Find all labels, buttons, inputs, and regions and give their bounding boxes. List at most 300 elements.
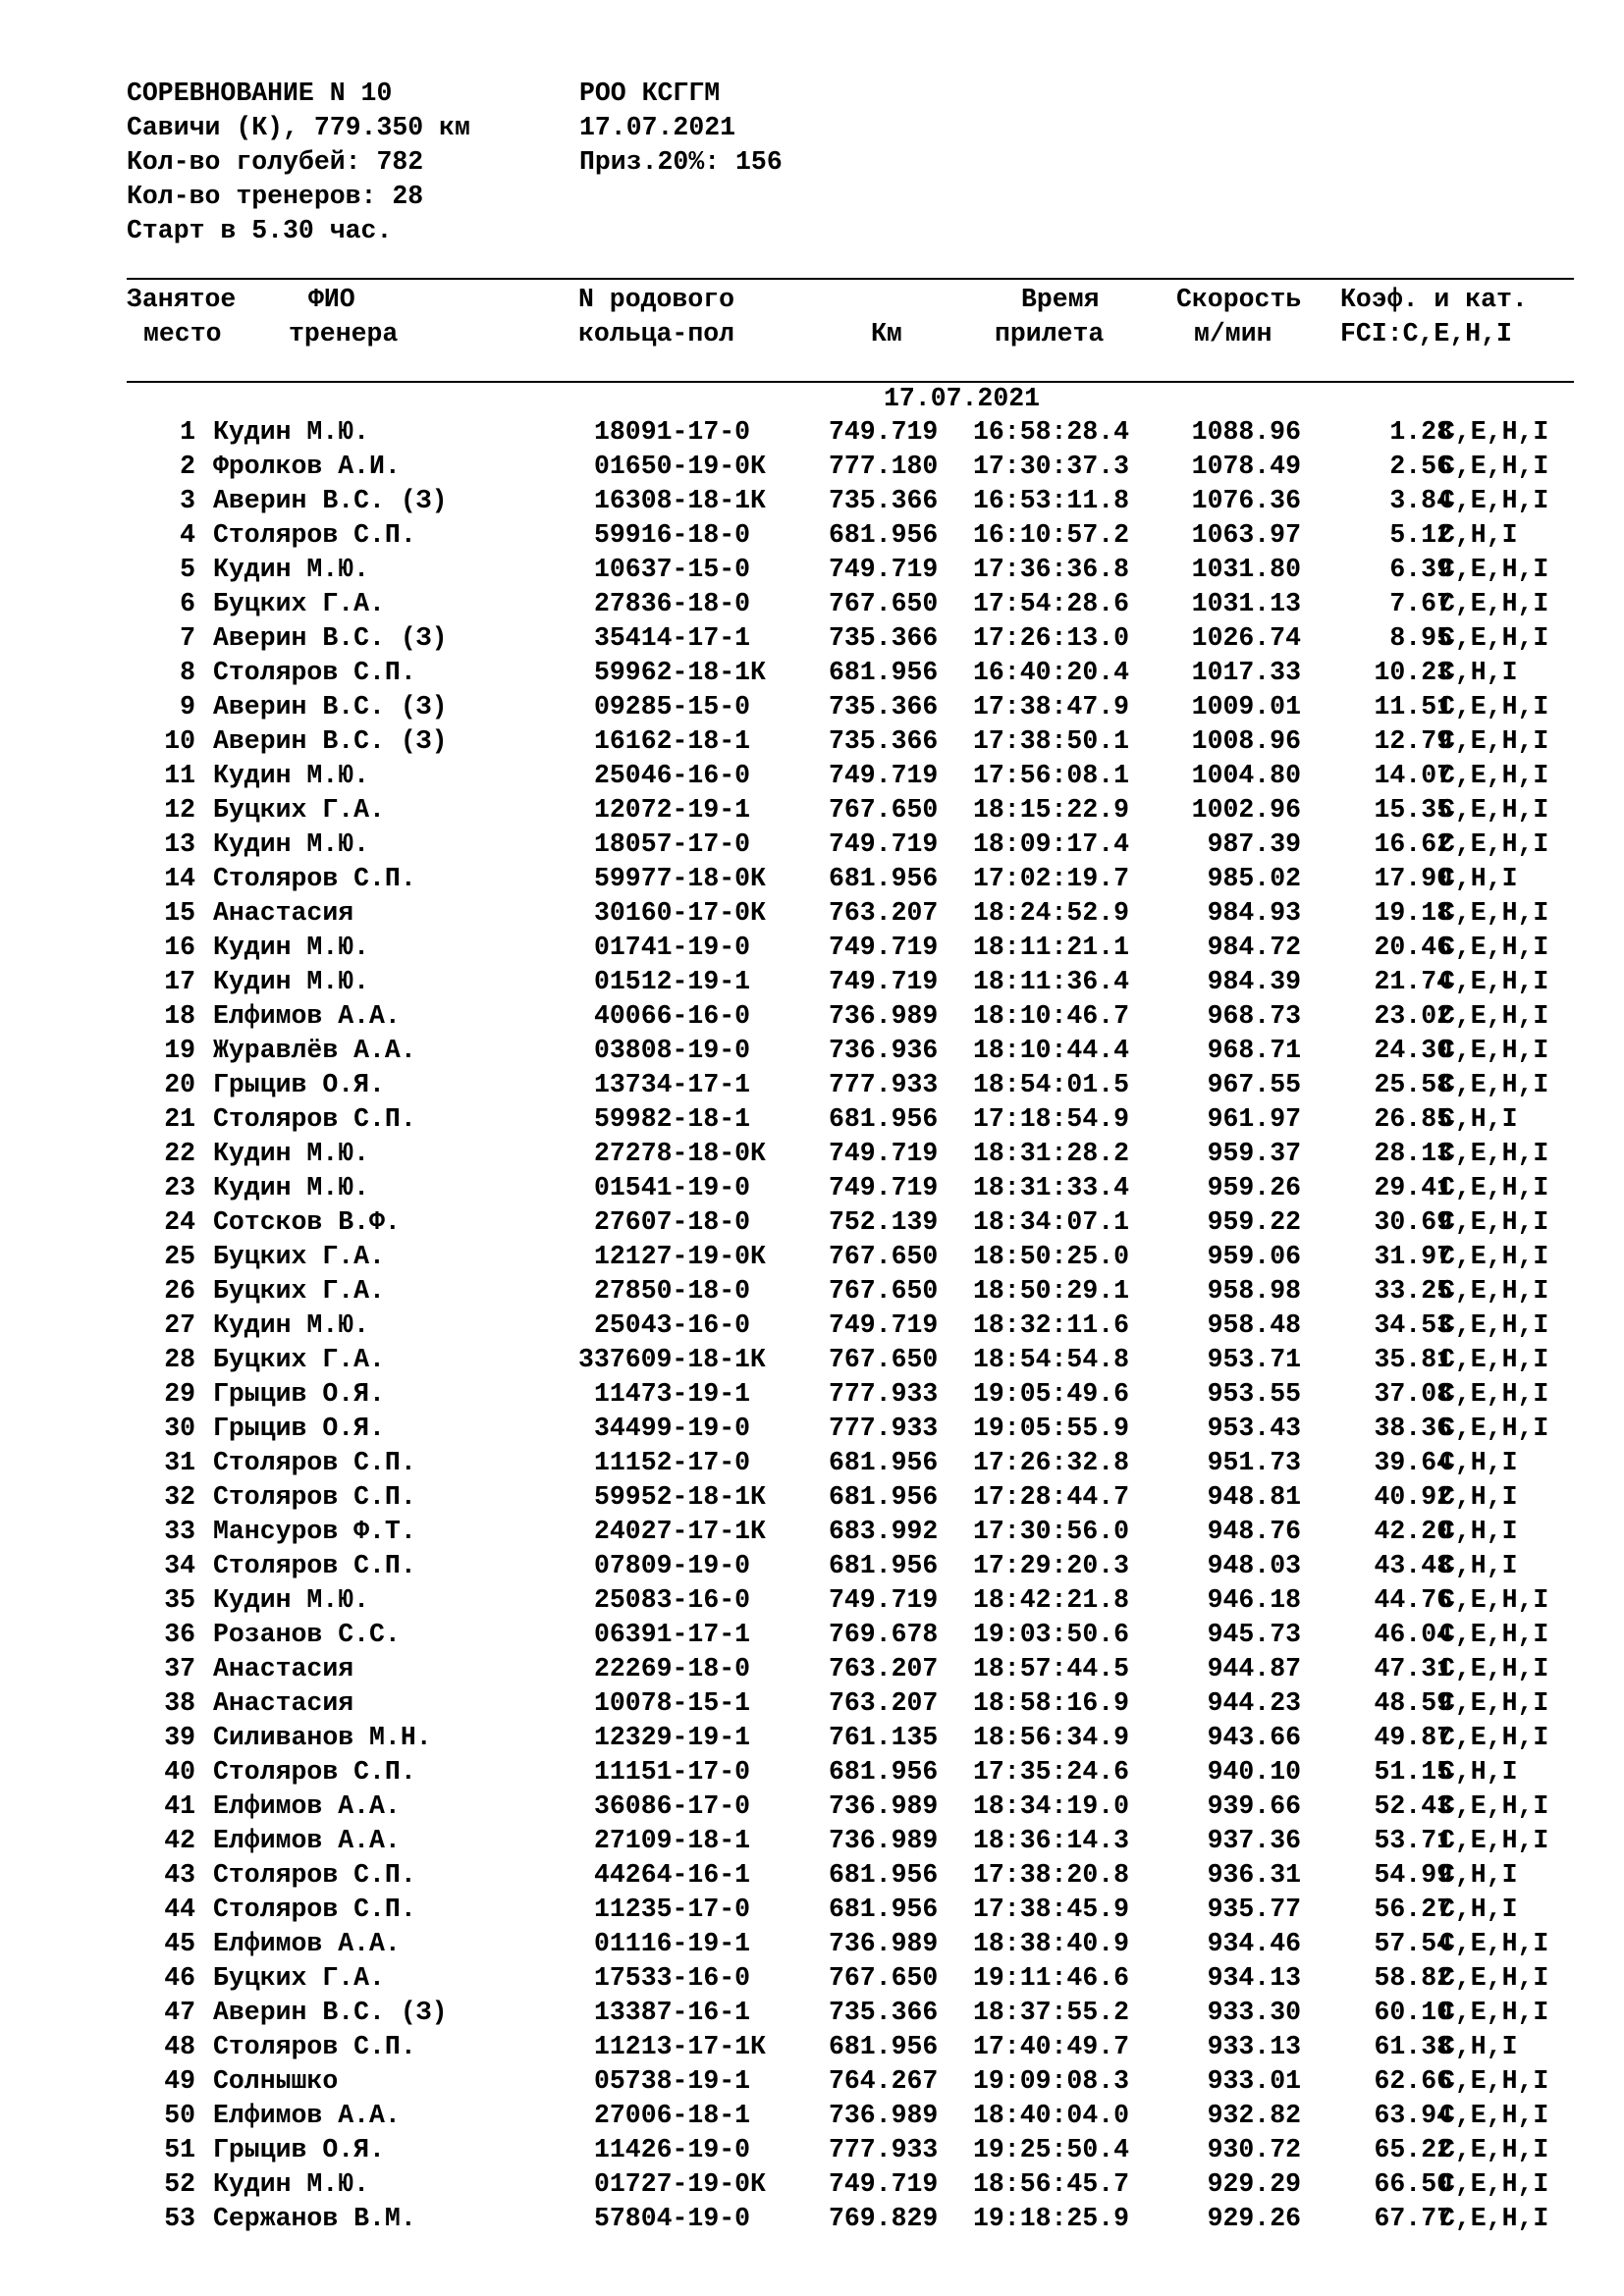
ring-cell: 01650-19-0К — [594, 452, 766, 481]
coefficient-cell: 33.25 — [1374, 1276, 1452, 1306]
table-row — [0, 1515, 1624, 1549]
category-cell: C,E,H,I — [1439, 761, 1549, 790]
table-row — [0, 724, 1624, 759]
category-cell: C,E,H,I — [1439, 1173, 1549, 1202]
place-cell: 18 — [164, 1001, 195, 1031]
speed-cell: 987.39 — [1207, 829, 1301, 859]
arrival-cell: 17:38:50.1 — [973, 726, 1130, 756]
arrival-cell: 18:54:01.5 — [973, 1070, 1130, 1099]
trainer-cell: Столяров С.П. — [213, 2032, 416, 2061]
place-cell: 48 — [164, 2032, 195, 2061]
category-cell: C,E,H,I — [1439, 1036, 1549, 1065]
arrival-cell: 18:32:11.6 — [973, 1310, 1130, 1340]
ring-cell: 01727-19-0К — [594, 2169, 766, 2199]
place-cell: 29 — [164, 1379, 195, 1409]
speed-cell: 933.30 — [1207, 1998, 1301, 2027]
speed-cell: 958.48 — [1207, 1310, 1301, 1340]
table-row — [0, 1205, 1624, 1240]
speed-cell: 959.26 — [1207, 1173, 1301, 1202]
coefficient-cell: 17.90 — [1374, 864, 1452, 893]
distance-cell: 681.956 — [829, 520, 939, 550]
ring-cell: 11426-19-0 — [594, 2135, 751, 2164]
arrival-cell: 19:09:08.3 — [973, 2066, 1130, 2096]
place-cell: 25 — [164, 1242, 195, 1271]
table-row — [0, 1961, 1624, 1996]
coefficient-cell: 15.35 — [1374, 795, 1452, 825]
distance-cell: 736.989 — [829, 2101, 939, 2130]
start-time: Старт в 5.30 час. — [127, 216, 393, 245]
distance-cell: 764.267 — [829, 2066, 939, 2096]
coefficient-cell: 24.30 — [1374, 1036, 1452, 1065]
distance-cell: 769.829 — [829, 2204, 939, 2233]
place-cell: 13 — [164, 829, 195, 859]
table-row — [0, 1240, 1624, 1274]
coefficient-cell: 53.71 — [1374, 1826, 1452, 1855]
category-cell: C,H,I — [1439, 658, 1518, 687]
trainer-cell: Кудин М.Ю. — [213, 1173, 370, 1202]
coefficient-cell: 35.81 — [1374, 1345, 1452, 1374]
ring-cell: 27278-18-0К — [594, 1139, 766, 1168]
speed-cell: 1009.01 — [1191, 692, 1301, 721]
place-cell: 49 — [164, 2066, 195, 2096]
ring-cell: 59982-18-1 — [594, 1104, 751, 1134]
trainer-cell: Кудин М.Ю. — [213, 2169, 370, 2199]
table-row — [0, 1755, 1624, 1789]
speed-cell: 984.93 — [1207, 898, 1301, 928]
category-cell: C,E,H,I — [1439, 967, 1549, 996]
category-cell: C,E,H,I — [1439, 829, 1549, 859]
arrival-cell: 19:05:55.9 — [973, 1414, 1130, 1443]
speed-cell: 953.55 — [1207, 1379, 1301, 1409]
coefficient-cell: 12.79 — [1374, 726, 1452, 756]
trainer-cell: Журавлёв А.А. — [213, 1036, 416, 1065]
table-row — [0, 415, 1624, 450]
category-cell: C,H,I — [1439, 1517, 1518, 1546]
distance-cell: 777.933 — [829, 1379, 939, 1409]
arrival-cell: 17:26:13.0 — [973, 623, 1130, 653]
speed-cell: 1026.74 — [1191, 623, 1301, 653]
distance-cell: 767.650 — [829, 795, 939, 825]
speed-cell: 953.71 — [1207, 1345, 1301, 1374]
ring-cell: 06391-17-1 — [594, 1620, 751, 1649]
arrival-cell: 19:05:49.6 — [973, 1379, 1130, 1409]
place-cell: 36 — [164, 1620, 195, 1649]
trainer-cell: Анастасия — [213, 1688, 354, 1718]
table-row — [0, 1377, 1624, 1412]
trainer-cell: Кудин М.Ю. — [213, 829, 370, 859]
arrival-cell: 18:56:45.7 — [973, 2169, 1130, 2199]
ring-cell: 59916-18-0 — [594, 520, 751, 550]
ring-cell: 59962-18-1К — [594, 658, 766, 687]
category-cell: C,E,H,I — [1439, 898, 1549, 928]
place-cell: 35 — [164, 1585, 195, 1615]
arrival-cell: 17:40:49.7 — [973, 2032, 1130, 2061]
category-cell: C,H,I — [1439, 1895, 1518, 1924]
coefficient-cell: 51.15 — [1374, 1757, 1452, 1787]
table-row — [0, 1927, 1624, 1961]
place-cell: 45 — [164, 1929, 195, 1958]
trainer-cell: Елфимов А.А. — [213, 1826, 401, 1855]
category-cell: C,E,H,I — [1439, 1345, 1549, 1374]
trainer-cell: Фролков А.И. — [213, 452, 401, 481]
arrival-cell: 16:40:20.4 — [973, 658, 1130, 687]
coefficient-cell: 63.94 — [1374, 2101, 1452, 2130]
trainer-cell: Столяров С.П. — [213, 520, 416, 550]
place-cell: 7 — [180, 623, 195, 653]
arrival-cell: 17:36:36.8 — [973, 555, 1130, 584]
place-cell: 42 — [164, 1826, 195, 1855]
trainer-cell: Столяров С.П. — [213, 1860, 416, 1890]
arrival-cell: 18:34:07.1 — [973, 1207, 1130, 1237]
place-cell: 10 — [164, 726, 195, 756]
table-row — [0, 690, 1624, 724]
distance-cell: 735.366 — [829, 486, 939, 515]
ring-cell: 11473-19-1 — [594, 1379, 751, 1409]
category-cell: C,E,H,I — [1439, 933, 1549, 962]
ring-cell: 12127-19-0К — [594, 1242, 766, 1271]
arrival-cell: 17:38:47.9 — [973, 692, 1130, 721]
trainer-cell: Грыцив О.Я. — [213, 1414, 385, 1443]
speed-cell: 984.72 — [1207, 933, 1301, 962]
arrival-cell: 18:31:33.4 — [973, 1173, 1130, 1202]
coefficient-cell: 5.12 — [1389, 520, 1452, 550]
place-cell: 43 — [164, 1860, 195, 1890]
table-row — [0, 1137, 1624, 1171]
speed-cell: 1063.97 — [1191, 520, 1301, 550]
trainer-cell: Елфимов А.А. — [213, 2101, 401, 2130]
distance-cell: 767.650 — [829, 1963, 939, 1993]
category-cell: C,H,I — [1439, 1860, 1518, 1890]
category-cell: C,E,H,I — [1439, 417, 1549, 447]
distance-cell: 736.936 — [829, 1036, 939, 1065]
distance-cell: 681.956 — [829, 2032, 939, 2061]
coefficient-cell: 38.36 — [1374, 1414, 1452, 1443]
distance-cell: 763.207 — [829, 1688, 939, 1718]
category-cell: C,H,I — [1439, 864, 1518, 893]
arrival-cell: 19:03:50.6 — [973, 1620, 1130, 1649]
category-cell: C,E,H,I — [1439, 2101, 1549, 2130]
trainer-cell: Столяров С.П. — [213, 1757, 416, 1787]
distance-cell: 749.719 — [829, 1310, 939, 1340]
speed-cell: 1017.33 — [1191, 658, 1301, 687]
trainer-cell: Елфимов А.А. — [213, 1929, 401, 1958]
place-cell: 20 — [164, 1070, 195, 1099]
place-cell: 31 — [164, 1448, 195, 1477]
table-row — [0, 1583, 1624, 1618]
distance-cell: 749.719 — [829, 1173, 939, 1202]
speed-cell: 937.36 — [1207, 1826, 1301, 1855]
arrival-cell: 17:18:54.9 — [973, 1104, 1130, 1134]
ring-cell: 18091-17-0 — [594, 417, 751, 447]
arrival-cell: 18:54:54.8 — [973, 1345, 1130, 1374]
col-km: Км — [871, 319, 902, 348]
place-cell: 33 — [164, 1517, 195, 1546]
distance-cell: 683.992 — [829, 1517, 939, 1546]
coefficient-cell: 19.18 — [1374, 898, 1452, 928]
table-row — [0, 862, 1624, 896]
trainer-cell: Сотсков В.Ф. — [213, 1207, 401, 1237]
ring-cell: 22269-18-0 — [594, 1654, 751, 1683]
col-ring-line2: кольца-пол — [578, 319, 735, 348]
trainer-cell: Мансуров Ф.Т. — [213, 1517, 416, 1546]
coefficient-cell: 29.41 — [1374, 1173, 1452, 1202]
ring-cell: 27836-18-0 — [594, 589, 751, 618]
distance-cell: 681.956 — [829, 1551, 939, 1580]
trainer-cell: Розанов С.С. — [213, 1620, 401, 1649]
ring-cell: 16162-18-1 — [594, 726, 751, 756]
arrival-cell: 18:40:04.0 — [973, 2101, 1130, 2130]
category-cell: C,E,H,I — [1439, 1688, 1549, 1718]
arrival-cell: 18:10:46.7 — [973, 1001, 1130, 1031]
place-cell: 14 — [164, 864, 195, 893]
table-row — [0, 1996, 1624, 2030]
trainer-cell: Аверин В.С. (З) — [213, 692, 448, 721]
table-row — [0, 1893, 1624, 1927]
coefficient-cell: 46.04 — [1374, 1620, 1452, 1649]
coefficient-cell: 25.58 — [1374, 1070, 1452, 1099]
trainer-cell: Грыцив О.Я. — [213, 2135, 385, 2164]
speed-cell: 944.23 — [1207, 1688, 1301, 1718]
ring-cell: 30160-17-0К — [594, 898, 766, 928]
coefficient-cell: 16.62 — [1374, 829, 1452, 859]
distance-cell: 767.650 — [829, 1242, 939, 1271]
place-cell: 21 — [164, 1104, 195, 1134]
col-speed-line2: м/мин — [1194, 319, 1272, 348]
coefficient-cell: 42.20 — [1374, 1517, 1452, 1546]
coefficient-cell: 2.56 — [1389, 452, 1452, 481]
speed-cell: 933.01 — [1207, 2066, 1301, 2096]
trainer-cell: Столяров С.П. — [213, 1448, 416, 1477]
place-cell: 17 — [164, 967, 195, 996]
trainer-cell: Елфимов А.А. — [213, 1001, 401, 1031]
speed-cell: 1088.96 — [1191, 417, 1301, 447]
ring-cell: 01512-19-1 — [594, 967, 751, 996]
category-cell: C,E,H,I — [1439, 1998, 1549, 2027]
trainer-cell: Сержанов В.М. — [213, 2204, 416, 2233]
coefficient-cell: 44.76 — [1374, 1585, 1452, 1615]
category-cell: C,E,H,I — [1439, 1310, 1549, 1340]
col-coef-line1: Коэф. и кат. — [1340, 285, 1528, 314]
trainer-cell: Столяров С.П. — [213, 864, 416, 893]
ring-cell: 09285-15-0 — [594, 692, 751, 721]
speed-cell: 945.73 — [1207, 1620, 1301, 1649]
coefficient-cell: 21.74 — [1374, 967, 1452, 996]
category-cell: C,H,I — [1439, 1757, 1518, 1787]
coefficient-cell: 10.23 — [1374, 658, 1452, 687]
coefficient-cell: 6.39 — [1389, 555, 1452, 584]
trainer-cell: Кудин М.Ю. — [213, 555, 370, 584]
arrival-cell: 17:54:28.6 — [973, 589, 1130, 618]
trainer-cell: Буцких Г.А. — [213, 589, 385, 618]
category-cell: C,E,H,I — [1439, 1963, 1549, 1993]
ring-cell: 13387-16-1 — [594, 1998, 751, 2027]
speed-cell: 953.43 — [1207, 1414, 1301, 1443]
ring-cell: 57804-19-0 — [594, 2204, 751, 2233]
table-row — [0, 759, 1624, 793]
distance-cell: 749.719 — [829, 2169, 939, 2199]
ring-cell: 17533-16-0 — [594, 1963, 751, 1993]
place-cell: 11 — [164, 761, 195, 790]
category-cell: C,E,H,I — [1439, 1139, 1549, 1168]
table-row — [0, 1102, 1624, 1137]
coefficient-cell: 30.69 — [1374, 1207, 1452, 1237]
trainer-cell: Аверин В.С. (З) — [213, 1998, 448, 2027]
speed-cell: 948.76 — [1207, 1517, 1301, 1546]
arrival-cell: 19:25:50.4 — [973, 2135, 1130, 2164]
category-cell: C,E,H,I — [1439, 1379, 1549, 1409]
speed-cell: 929.26 — [1207, 2204, 1301, 2233]
place-cell: 37 — [164, 1654, 195, 1683]
place-cell: 3 — [180, 486, 195, 515]
coefficient-cell: 26.85 — [1374, 1104, 1452, 1134]
ring-cell: 27109-18-1 — [594, 1826, 751, 1855]
ring-cell: 337609-18-1К — [578, 1345, 766, 1374]
speed-cell: 1078.49 — [1191, 452, 1301, 481]
place-cell: 26 — [164, 1276, 195, 1306]
place-cell: 24 — [164, 1207, 195, 1237]
table-row — [0, 1686, 1624, 1721]
ring-cell: 11152-17-0 — [594, 1448, 751, 1477]
arrival-cell: 18:34:19.0 — [973, 1791, 1130, 1821]
speed-cell: 946.18 — [1207, 1585, 1301, 1615]
place-cell: 39 — [164, 1723, 195, 1752]
ring-cell: 44264-16-1 — [594, 1860, 751, 1890]
ring-cell: 34499-19-0 — [594, 1414, 751, 1443]
speed-cell: 939.66 — [1207, 1791, 1301, 1821]
table-row — [0, 2064, 1624, 2099]
speed-cell: 1031.13 — [1191, 589, 1301, 618]
trainer-cell: Кудин М.Ю. — [213, 1585, 370, 1615]
place-cell: 1 — [180, 417, 195, 447]
arrival-cell: 16:53:11.8 — [973, 486, 1130, 515]
arrival-cell: 18:24:52.9 — [973, 898, 1130, 928]
coefficient-cell: 61.38 — [1374, 2032, 1452, 2061]
place-cell: 28 — [164, 1345, 195, 1374]
trainer-cell: Елфимов А.А. — [213, 1791, 401, 1821]
distance-cell: 763.207 — [829, 898, 939, 928]
coefficient-cell: 3.84 — [1389, 486, 1452, 515]
ring-cell: 03808-19-0 — [594, 1036, 751, 1065]
category-cell: C,E,H,I — [1439, 623, 1549, 653]
race-date: 17.07.2021 — [579, 113, 736, 142]
category-cell: C,E,H,I — [1439, 1242, 1549, 1271]
category-cell: C,E,H,I — [1439, 2066, 1549, 2096]
coefficient-cell: 48.59 — [1374, 1688, 1452, 1718]
ring-cell: 35414-17-1 — [594, 623, 751, 653]
coefficient-cell: 47.31 — [1374, 1654, 1452, 1683]
distance-cell: 752.139 — [829, 1207, 939, 1237]
ring-cell: 01541-19-0 — [594, 1173, 751, 1202]
speed-cell: 967.55 — [1207, 1070, 1301, 1099]
trainer-cell: Буцких Г.А. — [213, 795, 385, 825]
distance-cell: 735.366 — [829, 726, 939, 756]
place-cell: 47 — [164, 1998, 195, 2027]
speed-cell: 940.10 — [1207, 1757, 1301, 1787]
col-place-line2: место — [143, 319, 222, 348]
ring-cell: 24027-17-1К — [594, 1517, 766, 1546]
trainer-cell: Буцких Г.А. — [213, 1242, 385, 1271]
category-cell: C,E,H,I — [1439, 1791, 1549, 1821]
ring-cell: 27607-18-0 — [594, 1207, 751, 1237]
ring-cell: 01116-19-1 — [594, 1929, 751, 1958]
speed-cell: 959.22 — [1207, 1207, 1301, 1237]
trainer-cell: Столяров С.П. — [213, 1482, 416, 1512]
trainer-cell: Аверин В.С. (З) — [213, 726, 448, 756]
trainer-cell: Аверин В.С. (З) — [213, 623, 448, 653]
coefficient-cell: 14.07 — [1374, 761, 1452, 790]
table-row — [0, 484, 1624, 518]
table-row — [0, 1068, 1624, 1102]
distance-cell: 777.933 — [829, 1070, 939, 1099]
arrival-cell: 17:28:44.7 — [973, 1482, 1130, 1512]
table-row — [0, 1308, 1624, 1343]
speed-cell: 1076.36 — [1191, 486, 1301, 515]
place-cell: 46 — [164, 1963, 195, 1993]
distance-cell: 681.956 — [829, 1860, 939, 1890]
ring-cell: 27006-18-1 — [594, 2101, 751, 2130]
distance-cell: 749.719 — [829, 1139, 939, 1168]
distance-cell: 767.650 — [829, 1276, 939, 1306]
coefficient-cell: 66.50 — [1374, 2169, 1452, 2199]
distance-cell: 736.989 — [829, 1929, 939, 1958]
trainer-cell: Буцких Г.А. — [213, 1276, 385, 1306]
place-cell: 9 — [180, 692, 195, 721]
distance-cell: 749.719 — [829, 761, 939, 790]
arrival-cell: 16:10:57.2 — [973, 520, 1130, 550]
place-cell: 32 — [164, 1482, 195, 1512]
arrival-cell: 18:09:17.4 — [973, 829, 1130, 859]
arrival-cell: 16:58:28.4 — [973, 417, 1130, 447]
distance-cell: 681.956 — [829, 1448, 939, 1477]
ring-cell: 25046-16-0 — [594, 761, 751, 790]
ring-cell: 16308-18-1К — [594, 486, 766, 515]
table-row — [0, 518, 1624, 553]
speed-cell: 943.66 — [1207, 1723, 1301, 1752]
table-row — [0, 1343, 1624, 1377]
prizes-count: Приз.20%: 156 — [579, 147, 783, 177]
trainer-cell: Анастасия — [213, 898, 354, 928]
speed-cell: 948.81 — [1207, 1482, 1301, 1512]
place-cell: 8 — [180, 658, 195, 687]
col-speed-line1: Скорость — [1176, 285, 1302, 314]
table-row — [0, 965, 1624, 999]
place-cell: 23 — [164, 1173, 195, 1202]
arrival-cell: 18:36:14.3 — [973, 1826, 1130, 1855]
table-row — [0, 1480, 1624, 1515]
coefficient-cell: 23.02 — [1374, 1001, 1452, 1031]
distance-cell: 736.989 — [829, 1826, 939, 1855]
trainer-cell: Столяров С.П. — [213, 1895, 416, 1924]
table-row — [0, 1034, 1624, 1068]
arrival-cell: 18:37:55.2 — [973, 1998, 1130, 2027]
category-cell: C,E,H,I — [1439, 692, 1549, 721]
trainer-cell: Солнышко — [213, 2066, 339, 2096]
coefficient-cell: 56.27 — [1374, 1895, 1452, 1924]
table-row — [0, 1721, 1624, 1755]
trainer-cell: Кудин М.Ю. — [213, 933, 370, 962]
category-cell: C,E,H,I — [1439, 1585, 1549, 1615]
table-row — [0, 931, 1624, 965]
category-cell: C,E,H,I — [1439, 1414, 1549, 1443]
category-cell: C,E,H,I — [1439, 795, 1549, 825]
place-cell: 41 — [164, 1791, 195, 1821]
place-cell: 27 — [164, 1310, 195, 1340]
table-row — [0, 793, 1624, 828]
distance-cell: 681.956 — [829, 1104, 939, 1134]
table-row — [0, 1858, 1624, 1893]
place-cell: 53 — [164, 2204, 195, 2233]
coefficient-cell: 67.77 — [1374, 2204, 1452, 2233]
